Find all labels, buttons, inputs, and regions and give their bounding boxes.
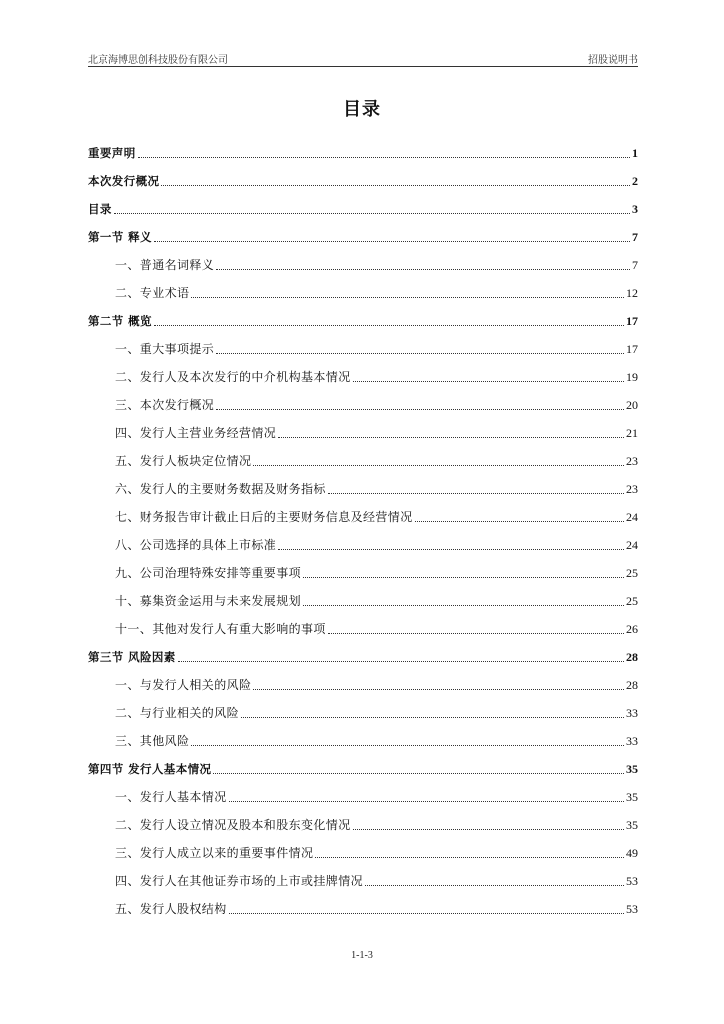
toc-leader-dots	[353, 381, 624, 382]
toc-entry-label: 第一节 释义	[88, 230, 152, 244]
toc-chapter-entry[interactable]	[88, 305, 638, 333]
toc-leader-dots	[138, 157, 630, 158]
toc-leader-dots	[303, 577, 624, 578]
toc-leader-dots	[353, 829, 624, 830]
toc-leader-dots	[315, 857, 624, 858]
toc-entry-page: 24	[626, 538, 638, 552]
toc-entry-label: 二、发行人及本次发行的中介机构基本情况	[115, 370, 351, 384]
toc-entry-label: 十一、其他对发行人有重大影响的事项	[115, 622, 326, 636]
toc-leader-dots	[191, 745, 624, 746]
toc-chapter-entry[interactable]	[88, 137, 638, 165]
toc-chapter-entry[interactable]	[88, 221, 638, 249]
toc-leader-dots	[328, 493, 624, 494]
toc-section-entry[interactable]	[88, 445, 638, 473]
toc-entry-page: 21	[626, 426, 638, 440]
toc-entry-label: 第四节 发行人基本情况	[88, 762, 212, 776]
toc-chapter-entry[interactable]	[88, 641, 638, 669]
toc-entry-page: 17	[626, 342, 638, 356]
toc-entry-page: 7	[632, 230, 638, 244]
toc-entry-page: 28	[626, 678, 638, 692]
toc-entry-page: 19	[626, 370, 638, 384]
toc-entry-label: 八、公司选择的具体上市标准	[115, 538, 277, 552]
toc-entry-page: 2	[632, 174, 638, 188]
toc-entry-page: 26	[626, 622, 638, 636]
toc-entry-label: 四、发行人在其他证券市场的上市或挂牌情况	[115, 874, 364, 888]
toc-leader-dots	[415, 521, 624, 522]
toc-section-entry[interactable]	[88, 361, 638, 389]
toc-leader-dots	[328, 633, 624, 634]
toc-leader-dots	[278, 549, 624, 550]
toc-section-entry[interactable]	[88, 277, 638, 305]
toc-chapter-entry[interactable]	[88, 193, 638, 221]
toc-entry-page: 25	[626, 566, 638, 580]
toc-entry-label: 一、普通名词释义	[115, 258, 215, 272]
toc-entry-page: 7	[632, 258, 638, 272]
toc-leader-dots	[154, 325, 624, 326]
toc-entry-label: 九、公司治理特殊安排等重要事项	[115, 566, 302, 580]
toc-section-entry[interactable]	[88, 333, 638, 361]
toc-section-entry[interactable]	[88, 781, 638, 809]
toc-entry-label: 三、发行人成立以来的重要事件情况	[115, 846, 314, 860]
toc-entry-page: 1	[632, 146, 638, 160]
toc-section-entry[interactable]	[88, 529, 638, 557]
toc-leader-dots	[178, 661, 624, 662]
toc-leader-dots	[365, 885, 624, 886]
toc-entry-page: 23	[626, 482, 638, 496]
page-title: 目录	[343, 99, 381, 120]
company-name: 北京海博思创科技股份有限公司	[88, 55, 228, 66]
toc-leader-dots	[229, 801, 624, 802]
toc-entry-page: 17	[626, 314, 638, 328]
toc-entry-label: 五、发行人股权结构	[115, 902, 227, 916]
toc-leader-dots	[229, 913, 624, 914]
toc-entry-label: 二、与行业相关的风险	[115, 706, 240, 720]
toc-section-entry[interactable]	[88, 501, 638, 529]
toc-leader-dots	[213, 773, 624, 774]
toc-entry-label: 十、募集资金运用与未来发展规划	[115, 594, 302, 608]
table-of-contents	[88, 137, 638, 921]
toc-entry-page: 49	[626, 846, 638, 860]
toc-entry-page: 35	[626, 790, 638, 804]
document-type: 招股说明书	[588, 55, 638, 66]
toc-entry-page: 23	[626, 454, 638, 468]
toc-chapter-entry[interactable]	[88, 753, 638, 781]
toc-entry-page: 20	[626, 398, 638, 412]
toc-entry-page: 33	[626, 734, 638, 748]
toc-leader-dots	[216, 353, 624, 354]
toc-leader-dots	[216, 409, 624, 410]
toc-entry-label: 二、专业术语	[115, 286, 190, 300]
toc-leader-dots	[161, 185, 630, 186]
toc-entry-label: 目录	[88, 202, 112, 216]
toc-section-entry[interactable]	[88, 725, 638, 753]
toc-entry-page: 24	[626, 510, 638, 524]
toc-entry-label: 二、发行人设立情况及股本和股东变化情况	[115, 818, 351, 832]
toc-entry-page: 35	[626, 762, 638, 776]
toc-section-entry[interactable]	[88, 613, 638, 641]
toc-section-entry[interactable]	[88, 669, 638, 697]
toc-leader-dots	[114, 213, 630, 214]
toc-entry-page: 12	[626, 286, 638, 300]
toc-entry-label: 本次发行概况	[88, 174, 160, 188]
toc-leader-dots	[253, 465, 624, 466]
toc-section-entry[interactable]	[88, 585, 638, 613]
page-header	[88, 50, 638, 67]
page-number: 1-1-3	[351, 950, 373, 961]
toc-section-entry[interactable]	[88, 837, 638, 865]
toc-leader-dots	[253, 689, 624, 690]
toc-entry-page: 53	[626, 902, 638, 916]
toc-entry-label: 三、其他风险	[115, 734, 190, 748]
toc-entry-label: 一、与发行人相关的风险	[115, 678, 252, 692]
toc-entry-page: 25	[626, 594, 638, 608]
toc-leader-dots	[241, 717, 624, 718]
toc-leader-dots	[154, 241, 630, 242]
toc-leader-dots	[216, 269, 630, 270]
toc-section-entry[interactable]	[88, 865, 638, 893]
toc-leader-dots	[278, 437, 624, 438]
toc-entry-label: 六、发行人的主要财务数据及财务指标	[115, 482, 326, 496]
toc-entry-label: 第三节 风险因素	[88, 650, 176, 664]
toc-section-entry[interactable]	[88, 389, 638, 417]
toc-leader-dots	[303, 605, 624, 606]
toc-entry-page: 53	[626, 874, 638, 888]
toc-section-entry[interactable]	[88, 249, 638, 277]
toc-entry-label: 一、发行人基本情况	[115, 790, 227, 804]
toc-section-entry[interactable]	[88, 809, 638, 837]
toc-chapter-entry[interactable]	[88, 165, 638, 193]
toc-section-entry[interactable]	[88, 697, 638, 725]
toc-entry-label: 第二节 概览	[88, 314, 152, 328]
toc-section-entry[interactable]	[88, 557, 638, 585]
toc-section-entry[interactable]	[88, 417, 638, 445]
toc-entry-label: 五、发行人板块定位情况	[115, 454, 252, 468]
toc-entry-label: 重要声明	[88, 146, 136, 160]
toc-entry-page: 28	[626, 650, 638, 664]
toc-entry-label: 七、财务报告审计截止日后的主要财务信息及经营情况	[115, 510, 413, 524]
toc-entry-page: 3	[632, 202, 638, 216]
toc-entry-page: 35	[626, 818, 638, 832]
toc-section-entry[interactable]	[88, 473, 638, 501]
toc-entry-label: 四、发行人主营业务经营情况	[115, 426, 277, 440]
toc-entry-label: 三、本次发行概况	[115, 398, 215, 412]
toc-leader-dots	[191, 297, 624, 298]
toc-entry-page: 33	[626, 706, 638, 720]
toc-entry-label: 一、重大事项提示	[115, 342, 215, 356]
toc-section-entry[interactable]	[88, 893, 638, 921]
